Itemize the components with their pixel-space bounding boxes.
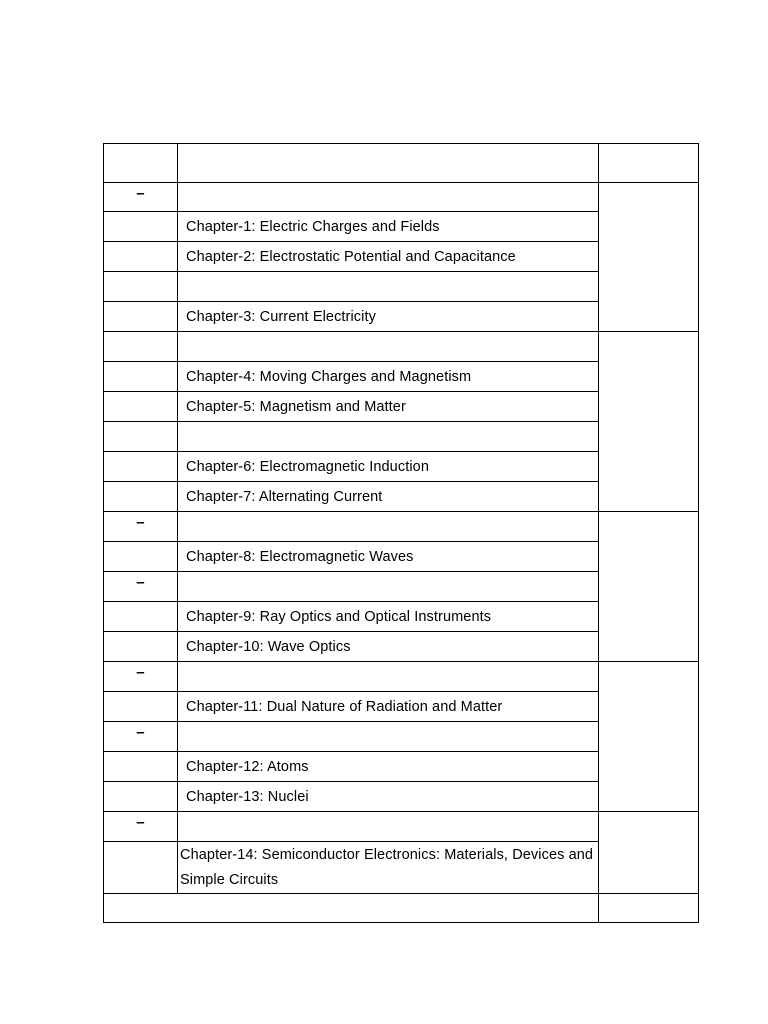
total-cell xyxy=(103,893,598,923)
chapter-cell: Chapter-12: Atoms xyxy=(177,751,598,781)
unit-marker-cell xyxy=(103,661,177,691)
unit-marker-cell xyxy=(103,751,177,781)
unit-marker-cell xyxy=(103,691,177,721)
unit-marker-cell xyxy=(103,631,177,661)
unit-marker-cell xyxy=(103,811,177,841)
header-cell-marks xyxy=(598,143,699,182)
dash-marker: – xyxy=(136,574,145,591)
syllabus-table xyxy=(103,143,699,923)
chapter-cell: Chapter-5: Magnetism and Matter xyxy=(177,391,598,421)
marks-cell xyxy=(598,811,699,893)
chapter-cell: Chapter-14: Semiconductor Electronics: Materials, Devices and Simple Circuits xyxy=(177,841,598,893)
unit-marker-cell xyxy=(103,541,177,571)
chapter-cell: Chapter-7: Alternating Current xyxy=(177,481,598,511)
unit-marker-cell xyxy=(103,391,177,421)
unit-marker-cell xyxy=(103,601,177,631)
unit-marker-cell xyxy=(103,271,177,301)
unit-marker-cell xyxy=(103,361,177,391)
unit-marker-cell xyxy=(103,481,177,511)
chapter-cell: Chapter-2: Electrostatic Potential and Capacitance xyxy=(177,241,598,271)
chapter-cell: Chapter-3: Current Electricity xyxy=(177,301,598,331)
header-cell-topic xyxy=(177,143,598,182)
unit-marker-cell xyxy=(103,781,177,811)
topic-cell xyxy=(177,811,598,841)
chapter-cell: Chapter-9: Ray Optics and Optical Instruments xyxy=(177,601,598,631)
topic-cell xyxy=(177,331,598,361)
chapter-cell: Chapter-10: Wave Optics xyxy=(177,631,598,661)
marks-cell xyxy=(598,511,699,661)
unit-marker-cell xyxy=(103,331,177,361)
topic-cell xyxy=(177,421,598,451)
unit-marker-cell xyxy=(103,241,177,271)
marks-cell xyxy=(598,182,699,331)
unit-marker-cell xyxy=(103,421,177,451)
marks-cell xyxy=(598,661,699,811)
dash-marker: – xyxy=(136,664,145,681)
dash-marker: – xyxy=(136,724,145,741)
topic-cell xyxy=(177,182,598,211)
unit-marker-cell xyxy=(103,301,177,331)
marks-cell xyxy=(598,331,699,511)
chapter-cell: Chapter-4: Moving Charges and Magnetism xyxy=(177,361,598,391)
chapter-cell: Chapter-1: Electric Charges and Fields xyxy=(177,211,598,241)
unit-marker-cell xyxy=(103,211,177,241)
chapter-cell: Chapter-6: Electromagnetic Induction xyxy=(177,451,598,481)
unit-marker-cell xyxy=(103,182,177,211)
topic-cell xyxy=(177,721,598,751)
unit-marker-cell xyxy=(103,451,177,481)
topic-cell xyxy=(177,661,598,691)
unit-marker-cell xyxy=(103,841,177,893)
chapter-cell: Chapter-13: Nuclei xyxy=(177,781,598,811)
unit-marker-cell xyxy=(103,511,177,541)
topic-cell xyxy=(177,271,598,301)
dash-marker: – xyxy=(136,184,145,202)
unit-marker-cell xyxy=(103,721,177,751)
chapter-cell: Chapter-11: Dual Nature of Radiation and Matter xyxy=(177,691,598,721)
topic-cell xyxy=(177,571,598,601)
total-marks-cell xyxy=(598,893,699,923)
dash-marker: – xyxy=(136,514,145,531)
dash-marker: – xyxy=(136,814,145,831)
header-cell-unit xyxy=(103,143,177,182)
topic-cell xyxy=(177,511,598,541)
chapter-cell: Chapter-8: Electromagnetic Waves xyxy=(177,541,598,571)
unit-marker-cell xyxy=(103,571,177,601)
